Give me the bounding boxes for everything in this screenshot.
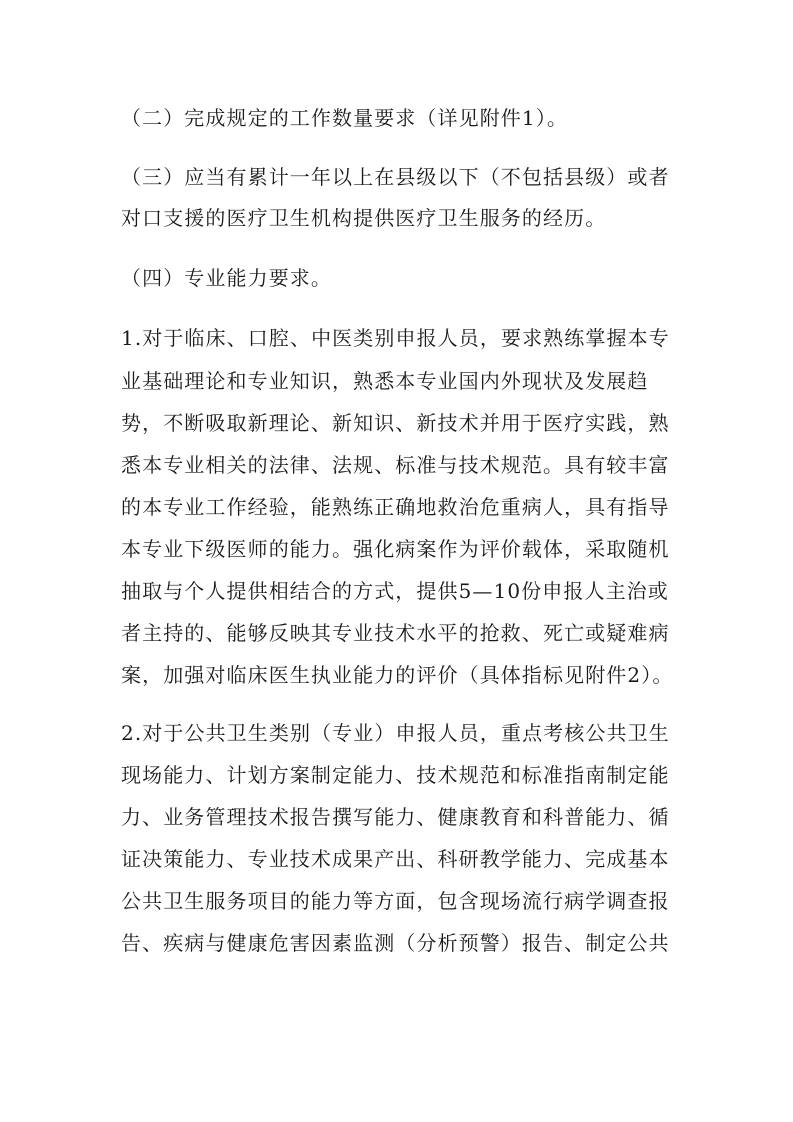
text-line-07: 势，不断吸取新理论、新知识、新技术并用于医疗实践，熟 <box>121 411 670 435</box>
text-line-19: 告、疾病与健康危害因素监测（分析预警）报告、制定公共 <box>121 931 670 955</box>
text-line-10: 本专业下级医师的能力。强化病案作为评价载体，采取随机 <box>121 537 670 561</box>
text-line-14: 2.对于公共卫生类别（专业）申报人员，重点考核公共卫生 <box>121 721 670 745</box>
text-line-06: 业基础理论和专业知识，熟悉本专业国内外现状及发展趋 <box>121 369 649 393</box>
text-line-11: 抽取与个人提供相结合的方式，提供5—10份申报人主治或 <box>121 579 669 603</box>
text-line-09: 的本专业工作经验，能熟练正确地救治危重病人，具有指导 <box>121 495 670 519</box>
text-line-05: 1.对于临床、口腔、中医类别申报人员，要求熟练掌握本专 <box>121 326 670 350</box>
text-line-03: 对口支援的医疗卫生机构提供医疗卫生服务的经历。 <box>121 206 607 230</box>
text-line-18: 公共卫生服务项目的能力等方面，包含现场流行病学调查报 <box>121 889 670 913</box>
text-line-15: 现场能力、计划方案制定能力、技术规范和标准指南制定能 <box>121 763 670 787</box>
text-line-04: （四）专业能力要求。 <box>121 266 332 290</box>
text-line-02: （三）应当有累计一年以上在县级以下（不包括县级）或者 <box>121 165 670 189</box>
text-line-17: 证决策能力、专业技术成果产出、科研教学能力、完成基本 <box>121 847 670 871</box>
text-line-16: 力、业务管理技术报告撰写能力、健康教育和科普能力、循 <box>121 805 670 829</box>
text-line-13: 案，加强对临床医生执业能力的评价（具体指标见附件2）。 <box>121 663 674 687</box>
text-line-12: 者主持的、能够反映其专业技术水平的抢救、死亡或疑难病 <box>121 621 670 645</box>
text-line-08: 悉本专业相关的法律、法规、标准与技术规范。具有较丰富 <box>121 453 670 477</box>
text-line-01: （二）完成规定的工作数量要求（详见附件1）。 <box>121 106 568 130</box>
